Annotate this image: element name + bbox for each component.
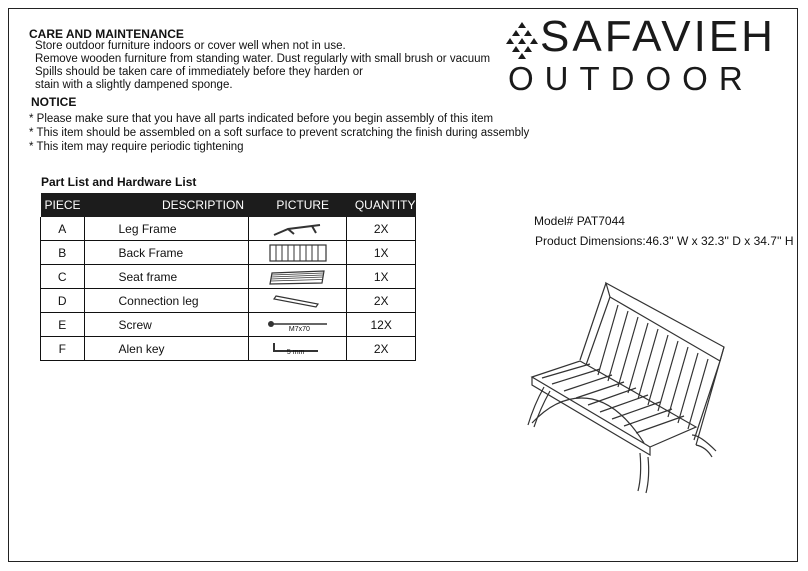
care-line: Remove wooden furniture from standing water. Dust regularly with small brush or vacuum [35,53,491,65]
connection-leg-icon [268,291,328,311]
description-cell: Seat frame [84,265,248,289]
description-cell: Back Frame [84,241,248,265]
parts-title: Part List and Hardware List [41,175,197,189]
model-number: Model# PAT7044 [534,214,625,228]
leg-frame-icon [268,219,328,239]
care-line: stain with a slightly dampened sponge. [35,79,233,91]
table-row [41,241,416,265]
quantity-cell: 2X [347,289,416,313]
quantity-cell: 12X [347,313,416,337]
header-picture: PICTURE [248,193,346,217]
back-frame-icon [266,242,330,264]
care-title: CARE AND MAINTENANCE [29,27,184,41]
header-description: DESCRIPTION [84,193,248,217]
quantity-cell: 2X [347,337,416,361]
bench-illustration [520,275,735,495]
parts-header-row [41,193,416,217]
description-cell: Leg Frame [84,217,248,241]
care-line: Store outdoor furniture indoors or cover well when not in use. [35,40,346,52]
quantity-cell: 1X [347,241,416,265]
product-dimensions: Product Dimensions:46.3'' W x 32.3'' D x 34.7'' H [535,234,794,248]
description-cell: Screw [84,313,248,337]
table-row [41,217,416,241]
quantity-cell: 1X [347,265,416,289]
table-row [41,313,416,337]
description-cell: Connection leg [84,289,248,313]
logo-outdoor: OUTDOOR [508,60,754,97]
quantity-cell: 2X [347,217,416,241]
parts-table [40,193,416,361]
table-row [41,289,416,313]
header-piece: PIECE [41,193,85,217]
piece-cell: B [41,241,85,265]
care-line: Spills should be taken care of immediately before they harden or [35,66,363,78]
notice-line: * This item should be assembled on a soft surface to prevent scratching the finish during assembly [29,127,530,139]
piece-cell: E [41,313,85,337]
piece-cell: F [41,337,85,361]
piece-cell: A [41,217,85,241]
allen-key-size-label: 5 mm [286,349,305,356]
notice-line: * This item may require periodic tightening [29,141,244,153]
notice-line: * Please make sure that you have all parts indicated before you begin assembly of this item [29,113,494,125]
table-row [41,265,416,289]
piece-cell: D [41,289,85,313]
description-cell: Alen key [84,337,248,361]
screw-size-label: M7x70 [288,326,310,333]
safavieh-logo-mark [505,20,539,60]
logo-safavieh: SAFAVIEH [540,12,776,61]
piece-cell: C [41,265,85,289]
table-row [41,337,416,361]
header-quantity: QUANTITY [347,193,416,217]
seat-frame-icon [266,267,330,287]
notice-title: NOTICE [31,95,77,109]
